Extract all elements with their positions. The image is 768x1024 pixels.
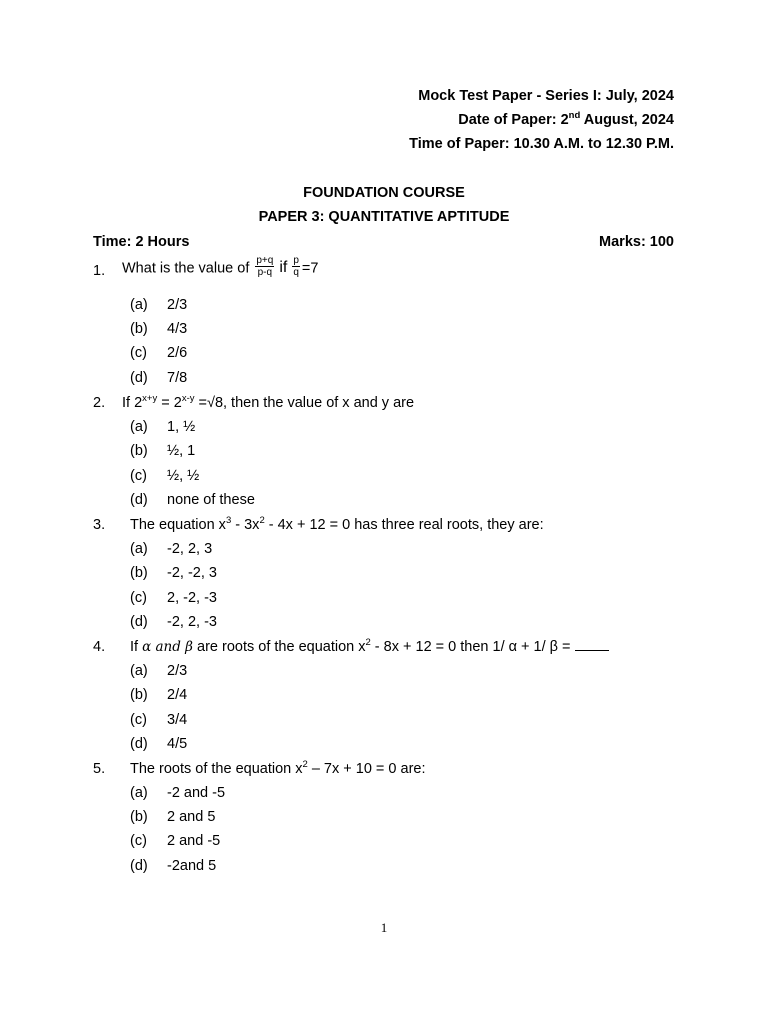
- text-part: are roots of the equation x: [192, 639, 366, 655]
- option-value: -2, 2, 3: [167, 541, 213, 557]
- text-part: - 3x: [231, 517, 260, 533]
- meta-row: [93, 234, 674, 250]
- option-label: (a): [130, 541, 148, 557]
- text-part: =√8, then the value of x and y are: [194, 395, 415, 411]
- option-value: 2/3: [167, 297, 188, 313]
- option-label: (a): [130, 297, 148, 313]
- option-label: (b): [130, 687, 148, 703]
- option-label: (d): [130, 736, 148, 752]
- option-value: -2 and -5: [167, 785, 226, 801]
- fraction-numerator: p+q: [256, 255, 274, 266]
- fraction-numerator: p: [293, 255, 299, 266]
- date-suffix: August, 2024: [580, 112, 674, 128]
- option-label: (b): [130, 321, 148, 337]
- question-text-suffix: =7: [301, 260, 319, 277]
- math-alpha-and-beta: α and β: [142, 639, 193, 655]
- option-label: (d): [130, 858, 148, 874]
- question-text-prefix: What is the value of: [122, 260, 250, 277]
- question-text: [130, 761, 426, 777]
- text-part: The equation x: [130, 517, 226, 533]
- fraction-p-over-q: [292, 255, 300, 278]
- option-value: 1, ½: [167, 419, 196, 435]
- option-label: (b): [130, 565, 148, 581]
- date-prefix: Date of Paper: 2: [458, 112, 569, 128]
- option-value: 7/8: [167, 370, 188, 386]
- question-number: 4.: [93, 639, 106, 655]
- option-label: (a): [130, 663, 148, 679]
- option-value: 2/4: [167, 687, 188, 703]
- question-number: 2.: [93, 395, 106, 411]
- option-label: (c): [130, 833, 147, 849]
- option-value: -2, -2, 3: [167, 565, 217, 581]
- exponent: 2: [259, 515, 265, 526]
- option-label: (b): [130, 809, 148, 825]
- question-text: [122, 395, 414, 411]
- question-text: [130, 639, 609, 655]
- text-part: – 7x + 10 = 0 are:: [307, 761, 426, 777]
- exponent: 2: [365, 637, 371, 648]
- option-value: -2, 2, -3: [167, 614, 217, 630]
- text-part: - 8x + 12 = 0 then 1/ α + 1/ β =: [370, 639, 575, 655]
- option-value: -2and 5: [167, 858, 217, 874]
- question-text: [130, 517, 544, 533]
- option-value: 2, -2, -3: [167, 590, 217, 606]
- question-number: 3.: [93, 517, 106, 533]
- option-value: 2/6: [167, 345, 188, 361]
- exponent: 3: [225, 515, 232, 526]
- time-label: Time: 2 Hours: [93, 234, 190, 250]
- marks-label: Marks: 100: [599, 234, 674, 250]
- option-value: ½, ½: [167, 468, 200, 484]
- date-line: [458, 112, 674, 128]
- text-part: = 2: [157, 395, 182, 411]
- option-value: 2 and -5: [167, 833, 221, 849]
- date-sup: nd: [568, 110, 581, 121]
- question-number: 5.: [93, 761, 106, 777]
- option-label: (c): [130, 345, 147, 361]
- option-value: none of these: [167, 492, 255, 508]
- course-title: FOUNDATION COURSE: [303, 185, 465, 201]
- text-part: If 2: [122, 395, 143, 411]
- exponent: x+y: [142, 393, 158, 404]
- option-label: (b): [130, 443, 148, 459]
- option-value: 3/4: [167, 712, 188, 728]
- question-text: [122, 257, 318, 280]
- option-label: (a): [130, 785, 148, 801]
- page-number: 1: [380, 920, 388, 935]
- option-value: 4/5: [167, 736, 188, 752]
- question-1: [93, 257, 693, 293]
- exponent: x-y: [181, 393, 195, 404]
- option-label: (c): [130, 712, 147, 728]
- text-part: The roots of the equation x: [130, 761, 303, 777]
- exponent: 2: [302, 759, 308, 770]
- option-value: 4/3: [167, 321, 188, 337]
- option-label: (c): [130, 590, 147, 606]
- fraction-denominator: q: [293, 267, 299, 278]
- option-label: (a): [130, 419, 148, 435]
- option-value: 2 and 5: [167, 809, 216, 825]
- option-label: (d): [130, 370, 148, 386]
- fraction-p-plus-q-over-p-minus-q: [255, 255, 274, 278]
- option-label: (d): [130, 614, 148, 630]
- series-line: Mock Test Paper - Series I: July, 2024: [418, 88, 674, 104]
- text-part: If: [130, 639, 143, 655]
- fraction-denominator: p-q: [257, 267, 273, 278]
- time-line: Time of Paper: 10.30 A.M. to 12.30 P.M.: [409, 136, 674, 152]
- text-part: - 4x + 12 = 0 has three real roots, they are:: [264, 517, 544, 533]
- if-word: if: [279, 259, 288, 277]
- option-value: ½, 1: [167, 443, 196, 459]
- paper-title: PAPER 3: QUANTITATIVE APTITUDE: [258, 209, 510, 225]
- question-number: 1.: [93, 263, 106, 279]
- option-label: (d): [130, 492, 148, 508]
- option-value: 2/3: [167, 663, 188, 679]
- option-label: (c): [130, 468, 147, 484]
- answer-blank: [575, 640, 609, 651]
